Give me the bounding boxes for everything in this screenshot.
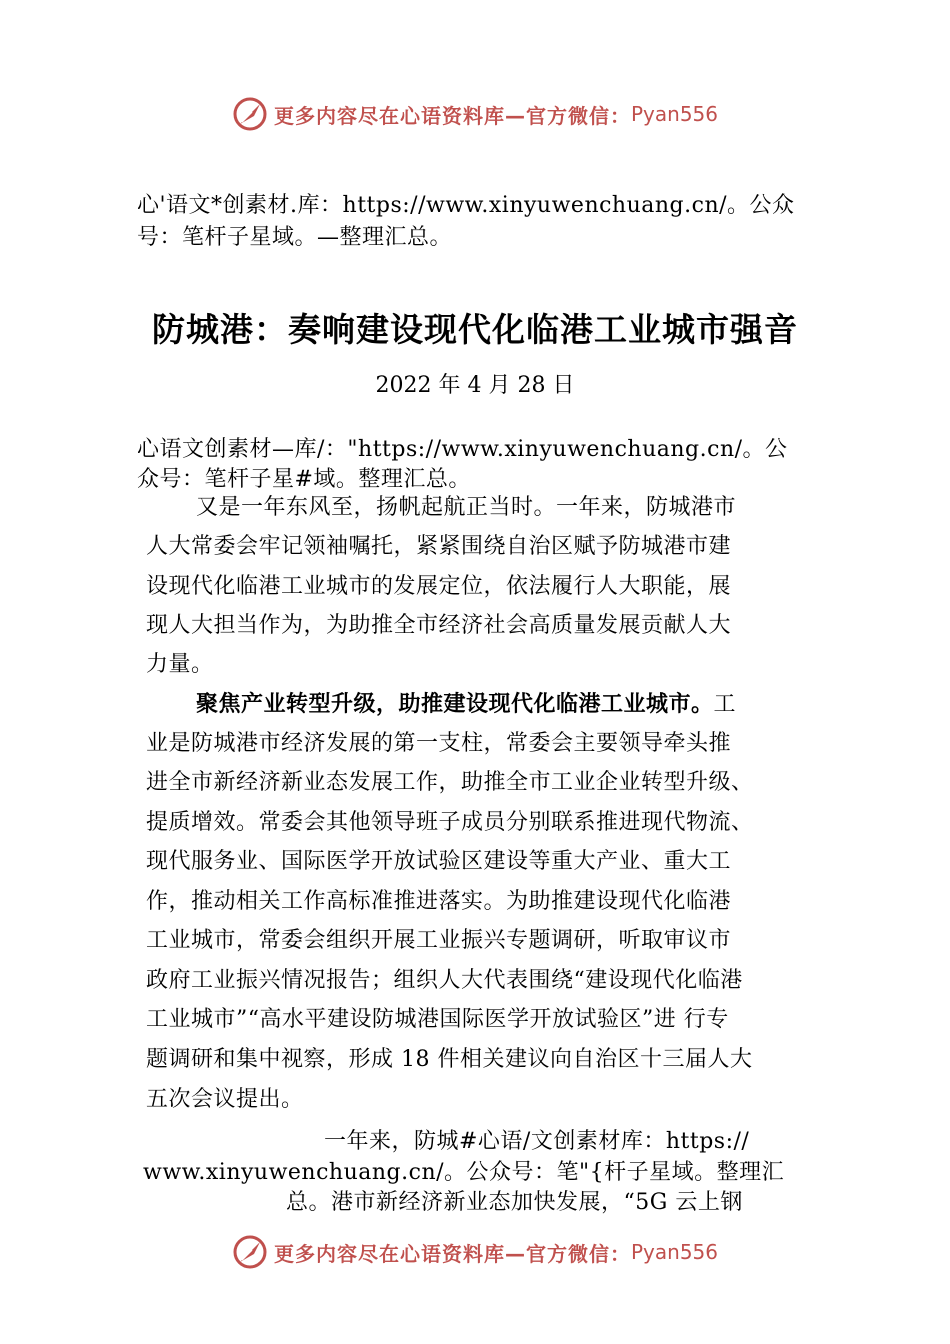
banner-text: 更多内容尽在心语资料库—官方微信：	[273, 1241, 631, 1266]
banner-wechat-id: Pyan556	[630, 1240, 718, 1264]
paragraph-line: 人大常委会牢记领袖嘱托，紧紧围绕自治区赋予防城港市建	[146, 534, 732, 559]
paragraph-line: 五次会议提出。	[146, 1087, 304, 1112]
article-date: 2022 年 4 月 28 日	[375, 373, 575, 398]
footer-banner	[0, 1232, 950, 1272]
paragraph-line: 设现代化临港工业城市的发展定位，依法履行人大职能，展	[146, 574, 732, 599]
watermark-line: 号：笔杆子星域。—整理汇总。	[137, 225, 453, 250]
watermark-line: 众号：笔杆子星#域。整理汇总。	[137, 467, 471, 492]
paragraph-text: 工	[713, 692, 737, 717]
paragraph-line: 又是一年东风至，扬帆起航正当时。一年来，防城港市	[196, 495, 737, 520]
banner-text: 更多内容尽在心语资料库—官方微信：	[273, 103, 631, 128]
section-heading: 聚焦产业转型升级，助推建设现代化临港工业城市。	[196, 692, 714, 717]
paragraph-line: 业是防城港市经济发展的第一支柱，常委会主要领导牵头推	[146, 731, 732, 756]
paragraph-line: www.xinyuwenchuang.cn/。公众号：笔"{杆子星域。整理汇	[143, 1160, 785, 1185]
paragraph-line: 现人大担当作为，为助推全市经济社会高质量发展贡献人大	[146, 613, 732, 638]
paragraph-line: 作，推动相关工作高标准推进落实。为助推建设现代化临港	[146, 889, 732, 914]
watermark-line: 心'语文*创素材.库：https://www.xinyuwenchuang.cn/。公众	[137, 193, 795, 218]
paragraph-line: 题调研和集中视察，形成 18 件相关建议向自治区十三届人大	[146, 1047, 753, 1072]
header-banner	[0, 94, 950, 134]
paragraph-line: 工业城市”“高水平建设防城港国际医学开放试验区”进 行专	[146, 1007, 729, 1032]
paragraph-line: 提质增效。常委会其他领导班子成员分别联系推进现代物流、	[146, 810, 754, 835]
watermark-line: 心语文创素材—库/："https://www.xinyuwenchuang.cn/。公	[137, 437, 788, 462]
paragraph-line: 总。港市新经济新业态加快发展，“5G 云上钢	[286, 1190, 743, 1215]
feather-logo-icon	[232, 1234, 268, 1270]
paragraph-line: 进全市新经济新业态发展工作，助推全市工业企业转型升级、	[146, 770, 754, 795]
paragraph-line: 工业城市，常委会组织开展工业振兴专题调研，听取审议市	[146, 928, 732, 953]
paragraph-line: 现代服务业、国际医学开放试验区建设等重大产业、重大工	[146, 849, 732, 874]
paragraph-line: 政府工业振兴情况报告；组织人大代表围绕“建设现代化临港	[146, 968, 743, 993]
banner-wechat-id: Pyan556	[630, 102, 718, 126]
paragraph-line: 力量。	[146, 652, 214, 677]
article-title: 防城港：奏响建设现代化临港工业城市强音	[152, 310, 798, 349]
feather-logo-icon	[232, 96, 268, 132]
paragraph-line: 一年来，防城#心语/文创素材库：https://	[324, 1129, 750, 1154]
paragraph-first-line	[196, 687, 736, 718]
